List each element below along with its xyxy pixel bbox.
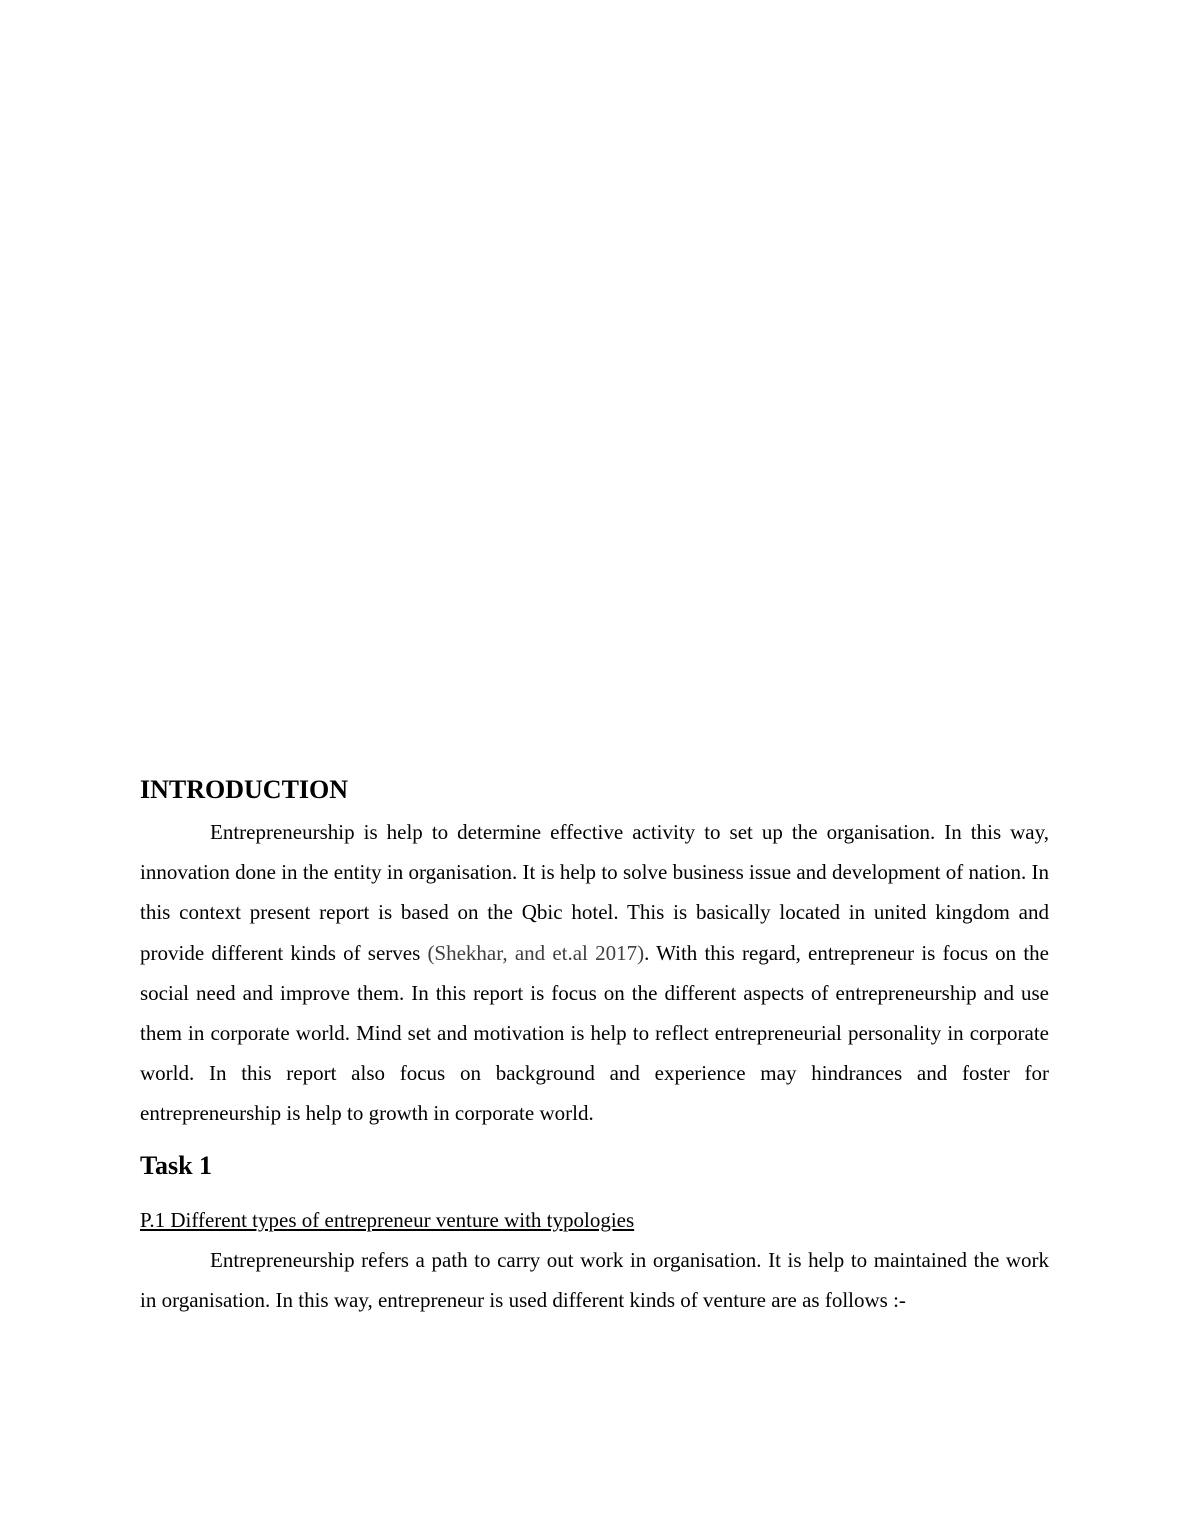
task-1-heading: Task 1 xyxy=(140,1150,213,1180)
p1-subheading: P.1 Different types of entrepreneur venture with typologies xyxy=(140,1207,635,1232)
introduction-heading: INTRODUCTION xyxy=(140,775,349,804)
document-body xyxy=(140,770,1049,1320)
introduction-text-continued: . With this regard, entrepreneur is focus on the social need and improve them. In this report is focus on the different aspects of entrepreneurship and use them in corporate world. Mind set and motivation is help to reflect entrepreneurial personality in corporate world. In this report also focus on background and experience may hindrances and foster for entrepreneurship is help to growth in corporate world. xyxy=(140,940,1049,1126)
introduction-text: Entrepreneurship is help to determine effective activity to set up the organisation. In this way, innovation done in the entity in organisation. It is help to solve business issue and development of nation. In this context present report is based on the Qbic hotel. This is basically located in united kingdom and provide different kinds of serves xyxy=(140,820,1049,965)
introduction-citation: (Shekhar, and et.al 2017) xyxy=(427,940,645,965)
p1-paragraph: Entrepreneurship refers a path to carry out work in organisation. It is help to maintained the work in organisation. In this way, entrepreneur is used different kinds of venture are as follows :- xyxy=(140,1247,1049,1312)
introduction-paragraph xyxy=(140,812,1049,1134)
